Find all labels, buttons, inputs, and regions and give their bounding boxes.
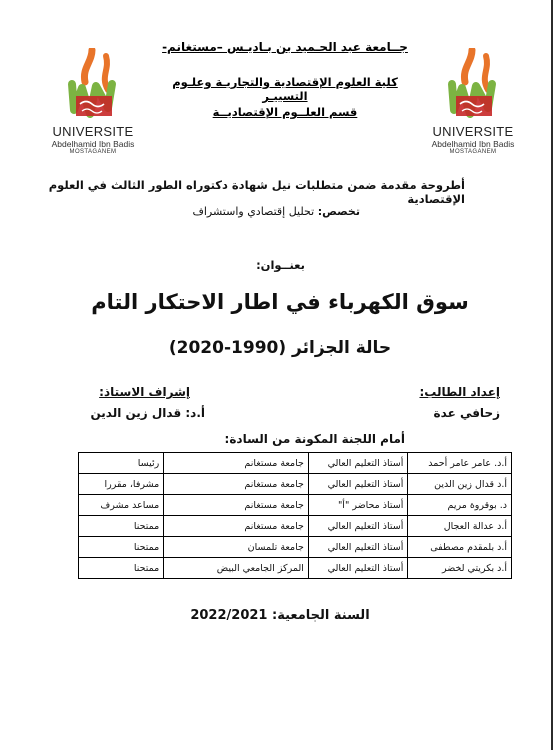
member-rank: أستاذ التعليم العالي	[308, 453, 408, 474]
table-row	[79, 537, 512, 558]
logo-university-text: UNIVERSITE	[52, 124, 134, 139]
academic-year	[0, 608, 560, 623]
member-rank: أستاذ التعليم العالي	[308, 516, 408, 537]
university-emblem-icon	[442, 48, 504, 122]
logo-name-text: Abdelhamid Ibn Badis	[51, 139, 135, 149]
specialty-line	[192, 205, 360, 218]
member-role: ممتحنا	[79, 537, 164, 558]
member-name: أ.د قدال زين الدين	[408, 474, 512, 495]
department-name: قسم العلــوم الإقتصاديــة	[212, 105, 358, 119]
thesis-statement: أطروحة مقدمة ضمن متطلبات نيل شهادة دكتوراه الطور الثالث في العلوم الإقتصادية	[48, 178, 465, 206]
university-logo-right	[428, 48, 518, 155]
table-row	[79, 453, 512, 474]
academic-year-label: السنة الجامعية:	[272, 608, 370, 623]
member-institution: جامعة مستغانم	[164, 453, 309, 474]
member-rank: أستاذ التعليم العالي	[308, 474, 408, 495]
member-institution: جامعة مستغانم	[164, 474, 309, 495]
committee-label: أمام اللجنة المكونة من السادة:	[224, 432, 405, 446]
specialty-value: تحليل إقتصادي واستشراف	[192, 205, 315, 218]
member-role: ممتحنا	[79, 558, 164, 579]
thesis-subtitle: حالة الجزائر (1990-2020)	[168, 338, 392, 358]
member-name: أ.د. عامر عامر أحمد	[408, 453, 512, 474]
logo-city-text: MOSTAGANEM	[449, 149, 497, 155]
specialty-label: تخصص:	[317, 205, 360, 218]
logo-university-text: UNIVERSITE	[432, 124, 514, 139]
member-rank: أستاذ محاضر "أ"	[308, 495, 408, 516]
member-institution: جامعة مستغانم	[164, 516, 309, 537]
member-institution: جامعة تلمسان	[164, 537, 309, 558]
member-role: مشرفا، مقررا	[79, 474, 164, 495]
logo-city-text: MOSTAGANEM	[69, 149, 117, 155]
committee-table	[78, 452, 512, 579]
member-name: أ.د بكريتي لخضر	[408, 558, 512, 579]
prepared-by-label: إعداد الطالب:	[419, 385, 500, 399]
table-row	[79, 495, 512, 516]
page-edge-rule	[551, 0, 553, 750]
faculty-name: كلية العلوم الإقتصادية والتجاريـة وعلـوم التسييـر	[172, 75, 398, 103]
member-role: رئيسا	[79, 453, 164, 474]
logo-name-text: Abdelhamid Ibn Badis	[431, 139, 515, 149]
supervisor-label: إشراف الاستاذ:	[99, 385, 190, 399]
table-row	[79, 474, 512, 495]
member-role: ممتحنا	[79, 516, 164, 537]
table-row	[79, 558, 512, 579]
academic-year-value: 2022/2021	[190, 608, 268, 623]
university-name: جــامعة عبد الحـميد بن بـاديـس –مستغانم-	[162, 40, 408, 54]
member-name: د. بوقروة مريم	[408, 495, 512, 516]
university-emblem-icon	[62, 48, 124, 122]
table-row	[79, 516, 512, 537]
member-institution: المركز الجامعي البيض	[164, 558, 309, 579]
member-role: مساعد مشرف	[79, 495, 164, 516]
member-rank: أستاذ التعليم العالي	[308, 558, 408, 579]
member-institution: جامعة مستغانم	[164, 495, 309, 516]
member-name: أ.د عدالة العجال	[408, 516, 512, 537]
member-rank: أستاذ التعليم العالي	[308, 537, 408, 558]
university-logo-left	[48, 48, 138, 155]
thesis-title: سوق الكهرباء في اطار الاحتكار التام	[91, 290, 469, 314]
member-name: أ.د بلمقدم مصطفى	[408, 537, 512, 558]
title-label: بعنــوان:	[256, 258, 305, 272]
supervisor-name: أ.د: قدال زين الدين	[90, 406, 205, 420]
student-name: زحافي عدة	[433, 406, 500, 420]
